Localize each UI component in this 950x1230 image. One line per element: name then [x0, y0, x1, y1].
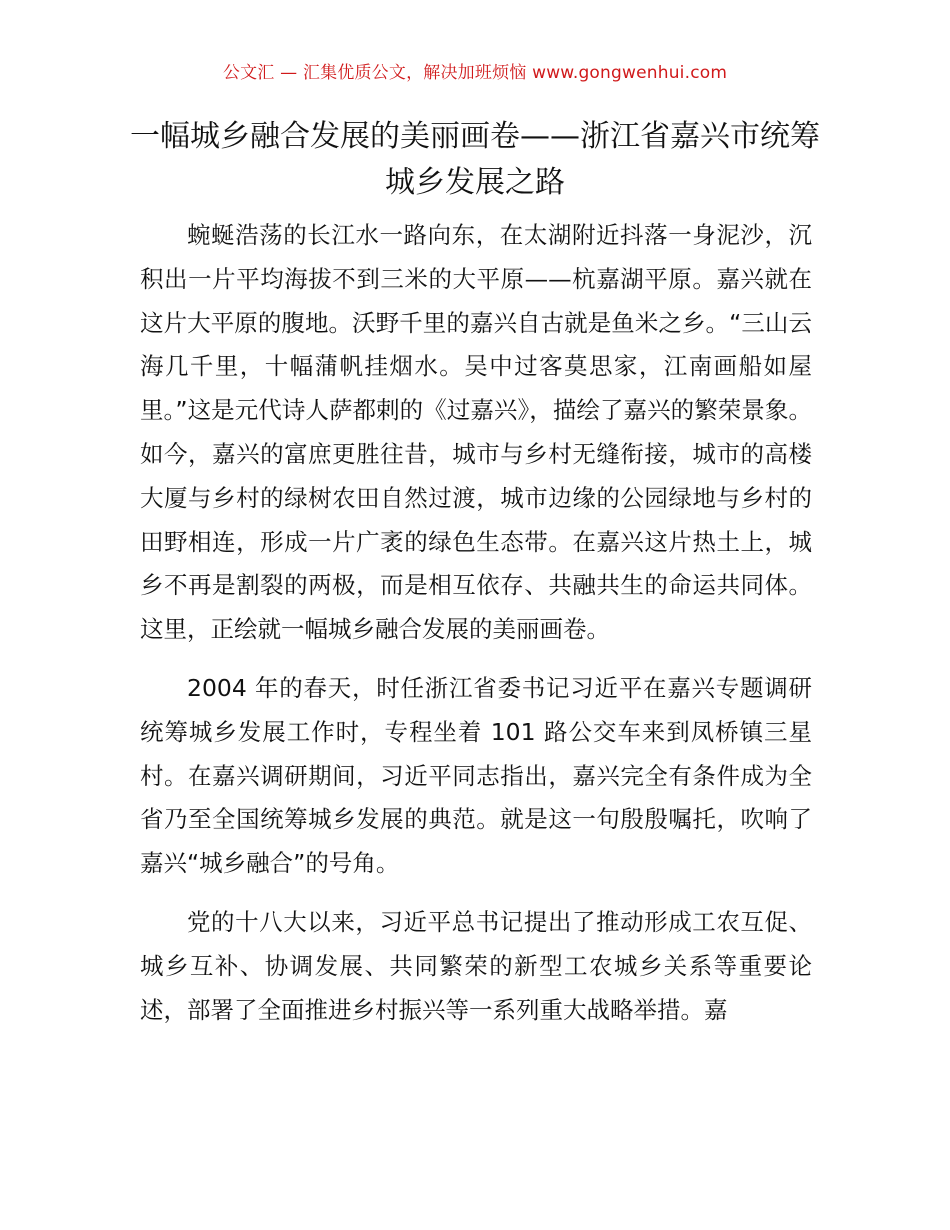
paragraph-2: 2004 年的春天，时任浙江省委书记习近平在嘉兴专题调研统筹城乡发展工作时，专程坐着 101 路公交车来到凤桥镇三星村。在嘉兴调研期间，习近平同志指出，嘉兴完全有条件成为全省乃至全国统筹城乡发展的典范。就是这一句殷殷嘱托，吹响了嘉兴“城乡融合”的号角。: [140, 673, 812, 878]
paragraph-1: 蜿蜒浩荡的长江水一路向东，在太湖附近抖落一身泥沙，沉积出一片平均海拔不到三米的大平原——杭嘉湖平原。嘉兴就在这片大平原的腹地。沃野千里的嘉兴自古就是鱼米之乡。“三山云海几千里，十幅蒲帆挂烟水。吴中过客莫思家，江南画船如屋里。”这是元代诗人萨都剌的《过嘉兴》，描绘了嘉兴的繁荣景象。如今，嘉兴的富庶更胜往昔，城市与乡村无缝衔接，城市的高楼大厦与乡村的绿树农田自然过渡，城市边缘的公园绿地与乡村的田野相连，形成一片广袤的绿色生态带。在嘉兴这片热土上，城乡不再是割裂的两极，而是相互依存、共融共生的命运共同体。这里，正绘就一幅城乡融合发展的美丽画卷。: [140, 221, 812, 644]
document-body: [140, 214, 812, 1047]
paragraph-3: 党的十八大以来，习近平总书记提出了推动形成工农互促、城乡互补、协调发展、共同繁荣的新型工农城乡关系等重要论述，部署了全面推进乡村振兴等一系列重大战略举措。嘉: [140, 907, 812, 1024]
site-banner: 公文汇 — 汇集优质公文，解决加班烦恼 www.gongwenhui.com: [222, 63, 728, 83]
document-title: 一幅城乡融合发展的美丽画卷——浙江省嘉兴市统筹城乡发展之路: [130, 119, 820, 200]
